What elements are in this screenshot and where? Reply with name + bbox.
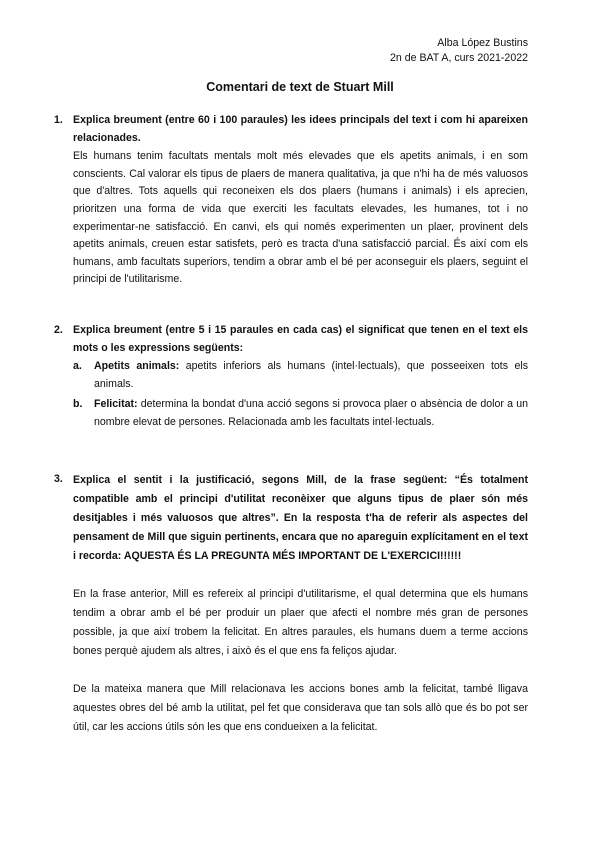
question-number: 1. <box>54 114 63 126</box>
question-text: Explica breument (entre 60 i 100 paraules) les idees principals del text i com hi apareixen relacionades. <box>73 114 528 144</box>
definition-item-a <box>73 358 528 393</box>
question-text: Explica breument (entre 5 i 15 paraules en cada cas) el significat que tenen en el text els mots o les expressions següents: <box>73 324 528 354</box>
item-definition: apetits inferiors als humans (intel·lectuals), que posseeixen tots els animals. <box>94 360 528 390</box>
item-text <box>94 396 528 431</box>
answer-paragraph-2: De la mateixa manera que Mill relacionava les accions bones amb la felicitat, també lligava aquestes obres del bé amb la utilitat, pel fet que considerava que tan sols allò que és bo pot ser útil, car les accions útils són les que ens condueixen a la felicitat. <box>73 683 528 733</box>
definition-item-b <box>73 396 528 431</box>
question-text: Explica el sentit i la justificació, segons Mill, de la frase següent: “És totalment compatible amb el principi d'utilitat reconèixer que alguns tipus de plaer són més desitjables i més valuosos que altres”. En la resposta t'ha de referir als aspectes del pensament de Mill que siguin pertinents, encara que no apareguin explícitament en el text i recorda: AQUESTA ÉS LA PREGUNTA MÉS IMPORTANT DE L'EXERCICI!!!!!! <box>73 474 528 562</box>
question-1 <box>54 112 528 289</box>
item-term: Felicitat: <box>94 398 138 411</box>
item-letter: b. <box>73 398 83 411</box>
question-2 <box>54 322 528 432</box>
course-info: 2n de BAT A, curs 2021-2022 <box>389 52 528 64</box>
document-header <box>390 36 528 66</box>
item-definition: determina la bondat d'una acció segons si provoca plaer o absència de dolor a un nombre elevat de persones. Relacionada amb les facultats intel·lectuals. <box>94 398 528 428</box>
author-name: Alba López Bustins <box>437 37 528 49</box>
answer-paragraph-1: En la frase anterior, Mill es refereix al principi d'utilitarisme, el qual determina que els humans tendim a obrar amb el bé per produir un plaer que afecti el nombre més gran de persones possible, ja que així trobem la felicitat. En altres paraules, els humans duem a terme accions bones perquè ajudem als altres, i això és el que ens fa feliços ajudar. <box>73 588 528 657</box>
answer-text: Els humans tenim facultats mentals molt més elevades que els apetits animals, i en som conscients. Cal valorar els tipus de plaers de manera qualitativa, ja que n'hi ha de més valuosos que d'altres. Tots aquells qui reconeixen els dos plaers (humans i animals) i els aprecien, prioritzen una forma de vida que exerciti les facultats elevades, les humanes, tot i no experimentar-ne satisfacció. En canvi, els qui només experimenten un plaer, provinent dels apetits animals, creuen estar satisfets, però es tracta d'una satisfacció parcial. És així com els humans, amb facultats superiors, tendim a obrar amb el bé per aconseguir els plaers, seguint el principi de l'utilitarisme. <box>73 150 528 286</box>
page-title: Comentari de text de Stuart Mill <box>206 80 394 94</box>
item-text <box>94 358 528 393</box>
question-number: 3. <box>54 473 63 485</box>
question-number: 2. <box>54 324 63 336</box>
item-term: Apetits animals: <box>94 360 180 373</box>
item-letter: a. <box>73 360 82 373</box>
question-3 <box>54 471 528 737</box>
